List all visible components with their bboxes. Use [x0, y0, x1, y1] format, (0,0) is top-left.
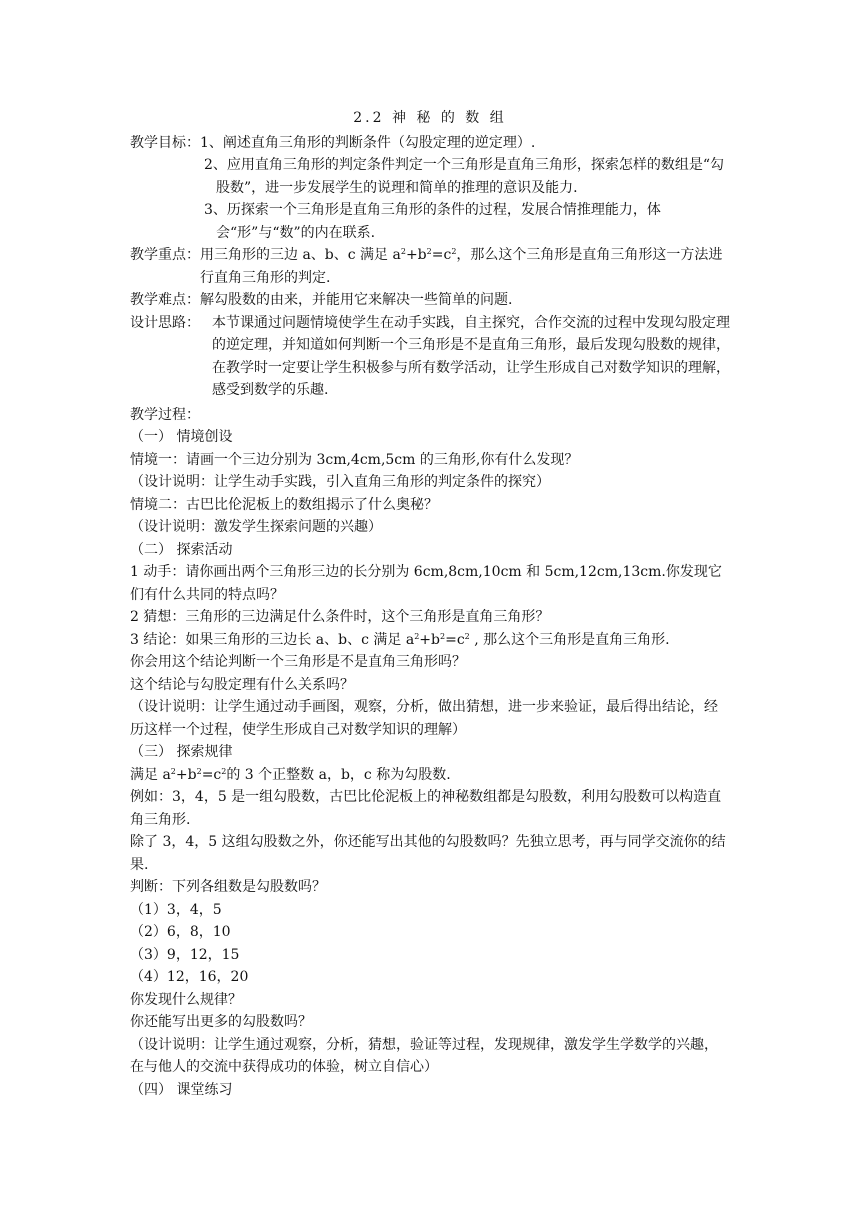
formula-b: +b: [405, 247, 427, 263]
design-section: [130, 312, 730, 402]
others: 除了 3，4，5 这组勾股数之外，你还能写出其他的勾股数吗？先独立思考，再与同学交流你的结果.: [130, 834, 726, 873]
definition-pre: 满足 a: [130, 766, 171, 783]
definition-post: 的 3 个正整数 a，b，c 称为勾股数.: [226, 766, 451, 783]
judge-prompt: 判断：下列各组数是勾股数吗？: [130, 879, 326, 895]
activity-3-post: , 那么这个三角形是直角三角形.: [469, 631, 670, 648]
activity-3: [130, 629, 730, 652]
more-question: 你还能写出更多的勾股数吗？: [130, 1014, 312, 1030]
exp: 2: [414, 631, 420, 641]
section-4-heading: （四） 课堂练习: [130, 1081, 233, 1098]
rule-note: （设计说明：让学生通过观察，分析，猜想，验证等过程，发现规律，激发学生学数学的兴趣，在与他人的交流中获得成功的体验，树立自信心）: [130, 1036, 718, 1075]
activity-1: 1 动手：请你画出两个三角形三边的长分别为 6cm,8cm,10cm 和 5cm,12cm,13cm.你发现它们有什么共同的特点吗？: [130, 564, 722, 603]
question-2: 这个结论与勾股定理有什么关系吗？: [130, 676, 354, 693]
list-item: （4）12，16，20: [130, 969, 249, 985]
design-text: 本节课通过问题情境使学生在动手实践，自主探究，合作交流的过程中发现勾股定理的逆定理，并知道如何判断一个三角形是不是直角三角形，最后发现勾股数的规律，在教学时一定要让学生积极参与所有数学活动，让学生形成自己对数学知识的理解，感受到数学的乐趣.: [212, 314, 730, 398]
exp: 2: [440, 631, 446, 641]
exp: 2: [426, 247, 432, 256]
formula-c: =c: [431, 247, 452, 263]
key-point-post: ，那么这个三角形是直角三角形这一方法进行直角三角形的判定.: [200, 247, 723, 286]
goal-item-3: 3、历探索一个三角形是直角三角形的条件的过程，发展合情推理能力，体会“形”与“数”的内在联系.: [204, 202, 661, 241]
formula-c: =c: [201, 766, 222, 783]
formula-b: +b: [175, 766, 197, 783]
activity-2: 2 猜想：三角形的三边满足什么条件时，这个三角形是直角三角形？: [130, 609, 550, 625]
exp: 2: [464, 631, 470, 641]
activity-note: （设计说明：让学生通过动手画图，观察，分析，做出猜想，进一步来验证，最后得出结论，经历这样一个过程，使学生形成自己对数学知识的理解）: [130, 699, 718, 738]
section-1-heading: （一） 情境创设: [130, 429, 233, 445]
scenario-1-note: （设计说明：让学生动手实践，引入直角三角形的判定条件的探究）: [130, 474, 550, 490]
list-item: （1）3，4，5: [130, 901, 222, 918]
exp: 2: [196, 766, 202, 776]
scenario-2-note: （设计说明：激发学生探索问题的兴趣）: [130, 519, 382, 535]
question-1: 你会用这个结论判断一个三角形是不是直角三角形吗？: [130, 654, 466, 670]
section-2-heading: （二） 探索活动: [130, 541, 233, 558]
goal-item-2: 2、应用直角三角形的判定条件判定一个三角形是直角三角形，探索怎样的数组是“勾股数”，进一步发展学生的说理和简单的推理的意识及能力.: [204, 157, 725, 196]
difficulty-label: 教学难点：: [130, 292, 200, 308]
formula-b: +b: [419, 631, 440, 648]
difficulty-text: 解勾股数的由来，并能用它来解决一些简单的问题.: [200, 292, 513, 308]
scenario-1: 情境一：请画一个三边分别为 3cm,4cm,5cm 的三角形,你有什么发现？: [130, 451, 579, 468]
section-3-heading: （三） 探索规律: [130, 744, 233, 760]
document-body: [130, 107, 730, 1101]
exp: 2: [400, 247, 406, 256]
list-item: （2）6，8，10: [130, 924, 231, 940]
exp: 2: [170, 766, 176, 776]
example: 例如：3，4，5 是一组勾股数，古巴比伦泥板上的神秘数组都是勾股数，利用勾股数可以构造直角三角形.: [130, 789, 722, 828]
goals-label: 教学目标：: [130, 134, 200, 151]
exp: 2: [221, 766, 227, 776]
activity-3-pre: 3 结论：如果三角形的三边长 a、b、c 满足 a: [130, 631, 415, 648]
key-point-text: [200, 244, 730, 289]
goal-item-1: 1、阐述直角三角形的判断条件（勾股定理的逆定理）.: [200, 134, 536, 151]
design-label: 设计思路：: [130, 314, 200, 331]
rule-question: 你发现什么规律？: [130, 991, 242, 1008]
page-title: 2.2 神 秘 的 数 组: [353, 110, 507, 126]
key-point-section: [130, 244, 730, 289]
scenario-2: 情境二：古巴比伦泥板上的数组揭示了什么奥秘？: [130, 496, 438, 513]
list-item: （3）9，12，15: [130, 946, 240, 963]
formula-c: =c: [445, 631, 465, 648]
difficulty-section: [130, 289, 730, 312]
definition: [130, 764, 730, 787]
process-label: 教学过程：: [130, 406, 200, 423]
key-point-pre: 用三角形的三边 a、b、c 满足 a: [200, 247, 401, 263]
key-point-label: 教学重点：: [130, 247, 200, 263]
exp: 2: [451, 247, 457, 256]
goals-section: [130, 132, 730, 155]
